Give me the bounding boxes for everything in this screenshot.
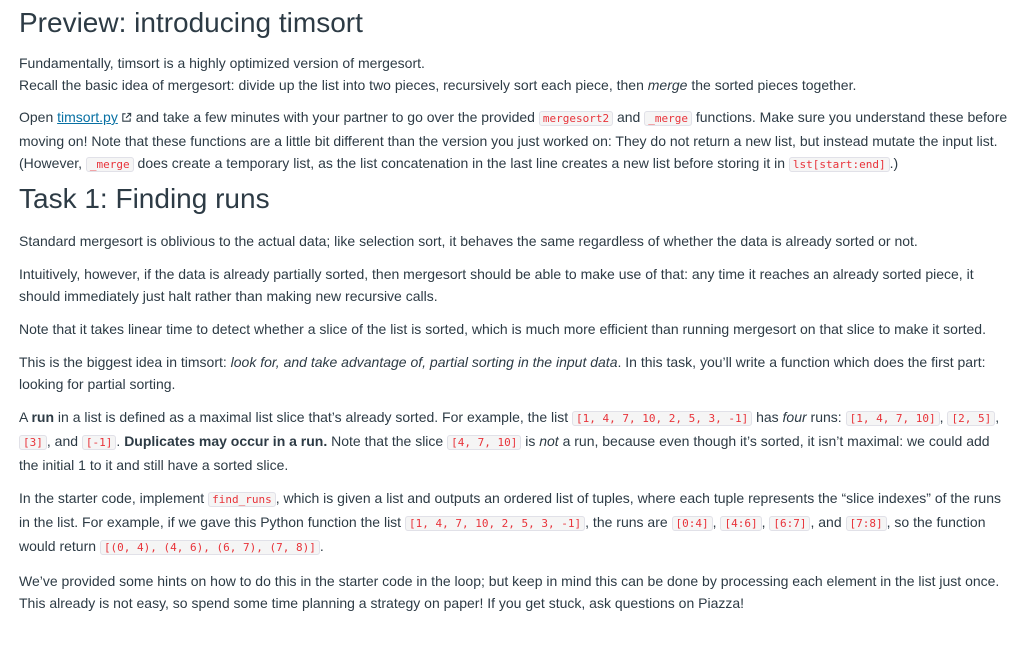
code-example-list: [1, 4, 7, 10, 2, 5, 3, -1] [572, 411, 752, 426]
task1-paragraph-5: A run in a list is defined as a maximal list slice that’s already sorted. For example, the list [1, 4, 7, 10, 2, 5, 3, -1] has four runs: [1, 4, 7, 10] , [2, 5] , [3] , and [-1] . Duplicates may occur in a run. Note that the slice [4, 7, 10] is not a run, because even though it’s sorted, it isn’t maximal: we could add the initial 1 to it and still have a sorted slice. [19, 409, 1000, 473]
code-merge-2: _merge [86, 157, 134, 172]
external-link-icon [121, 112, 132, 123]
code-slice-3: [6:7] [769, 516, 810, 531]
task1-paragraph-2: Intuitively, however, if the data is already partially sorted, then mergesort should be able to make use of that: any time it reaches an already sorted piece, it should immediately just halt rather than making new recursive calls. [19, 266, 974, 304]
code-example-list-2: [1, 4, 7, 10, 2, 5, 3, -1] [405, 516, 585, 531]
code-run-4: [-1] [82, 435, 117, 450]
preview-paragraph-1: Fundamentally, timsort is a highly optimized version of mergesort. [19, 55, 425, 71]
code-mergesort2: mergesort2 [539, 111, 613, 126]
code-lst-slice: lst[start:end] [789, 157, 890, 172]
preview-paragraph-4: (However, _merge does create a temporary list, as the list concatenation in the last line creates a new list before storing it in lst[start:end] .) [19, 155, 899, 171]
preview-paragraph-2: Recall the basic idea of mergesort: divide up the list into two pieces, recursively sort each piece, then merge the sorted pieces together. [19, 77, 857, 93]
code-merge: _merge [644, 111, 692, 126]
task1-heading: Task 1: Finding runs [19, 183, 270, 214]
task1-paragraph-1: Standard mergesort is oblivious to the actual data; like selection sort, it behaves the same regardless of whether the data is already sorted or not. [19, 233, 918, 249]
code-slice-2: [4:6] [720, 516, 761, 531]
task1-paragraph-7: We’ve provided some hints on how to do this in the starter code in the loop; but keep in mind this can be done by processing each element in the list just once. This already is not easy, so spend some time planning a strategy on paper! If you get stuck, ask questions on Piazza! [19, 573, 1000, 611]
code-slice-1: [0:4] [672, 516, 713, 531]
code-run-2: [2, 5] [947, 411, 995, 426]
code-slice-4: [7:8] [846, 516, 887, 531]
code-find-runs: find_runs [208, 492, 276, 507]
code-run-1: [1, 4, 7, 10] [846, 411, 940, 426]
timsort-file-link[interactable]: timsort.py [57, 109, 118, 125]
preview-heading: Preview: introducing timsort [19, 7, 363, 38]
code-return-value: [(0, 4), (4, 6), (6, 7), (7, 8)] [100, 540, 320, 555]
code-non-run-slice: [4, 7, 10] [447, 435, 521, 450]
preview-paragraph-3: Open timsort.py and take a few minutes with your partner to go over the provided mergesort2 and _merge functions. Make sure you understand these before moving on! Note that these functions are a little bit different than the version you just worked on: They do not return a new list, but instead mutate the input list. [19, 109, 1008, 149]
task1-paragraph-4: This is the biggest idea in timsort: look for, and take advantage of, partial sorting in the input data. In this task, you’ll write a function which does the first part: looking for partial sorting. [19, 354, 986, 392]
task1-paragraph-3: Note that it takes linear time to detect whether a slice of the list is sorted, which is much more efficient than running mergesort on that slice to make it sorted. [19, 321, 986, 337]
task1-paragraph-6: In the starter code, implement find_runs , which is given a list and outputs an ordered list of tuples, where each tuple represents the “slice indexes” of the runs in the list. For example, if we gave this Python function the list [1, 4, 7, 10, 2, 5, 3, -1] , the runs are [0:4] , [4:6] , [6:7] , and [7:8] , so the function would return [(0, 4), (4, 6), (6, 7), (7, 8)] . [19, 490, 1001, 554]
code-run-3: [3] [19, 435, 47, 450]
